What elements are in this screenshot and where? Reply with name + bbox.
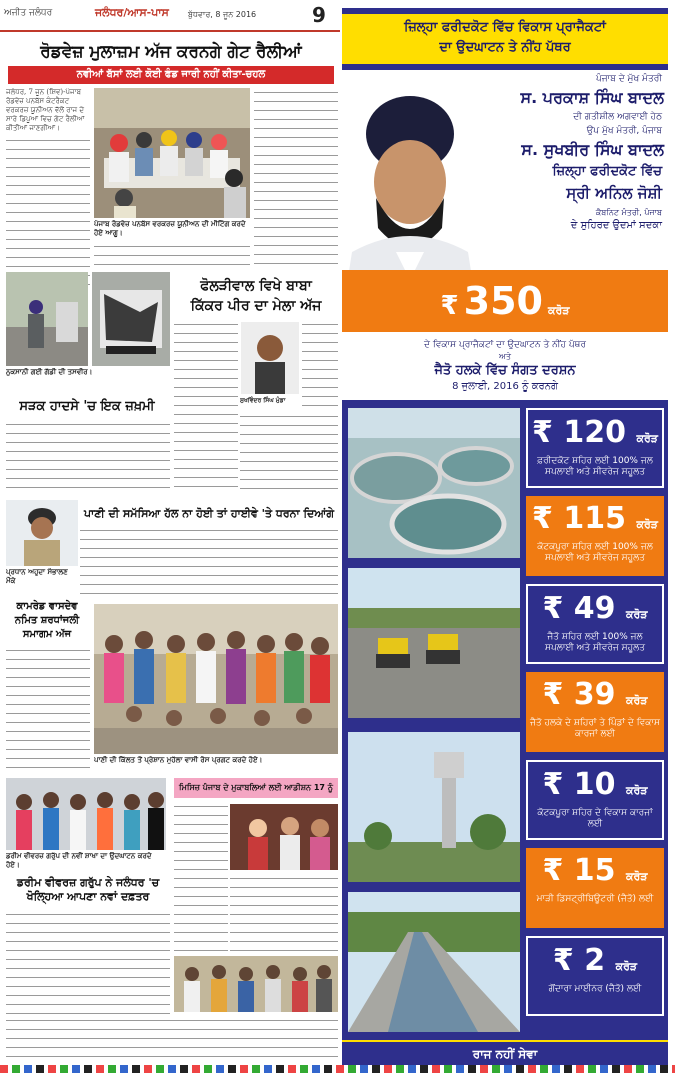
dream-weavers-photo	[6, 778, 166, 850]
bottom-strip-text	[6, 1016, 338, 1060]
project-desc-2: ਕੋਟਕਪੂਰਾ ਸ਼ਹਿਰ ਲਈ 100% ਜਲ ਸਪਲਾਈ ਅਤੇ ਸੀਵਰੇਜ ਸਹੂਲਤ	[537, 542, 653, 563]
rupee-1: ₹	[532, 415, 553, 450]
story2-body-col3	[240, 412, 338, 492]
rupee-2: ₹	[532, 501, 553, 536]
story2-body-col2	[302, 320, 338, 410]
page-header	[0, 0, 340, 32]
project-desc-6: ਮਾੜੀ ਡਿਸਟ੍ਰੀਬਿਊਟਰੀ (ਜੈਤੋ) ਲਈ	[536, 894, 654, 904]
date-line: 8 ਜੁਲਾਈ, 2016 ਨੂੰ ਕਰਨਗੇ	[452, 381, 558, 392]
accident-photo-police	[6, 272, 88, 366]
project-photo-canal	[348, 892, 520, 1032]
total-unit: ਕਰੋੜ	[548, 304, 570, 317]
project-amount-6: 15	[573, 853, 616, 888]
project-amount-box-6	[526, 848, 664, 928]
story2-headline-line1: ਫੋਲੜੀਵਾਲ ਵਿਖੇ ਬਾਬਾ	[200, 278, 312, 294]
rupee-7: ₹	[552, 943, 574, 978]
dream-weavers-headline: ਡਰੀਮ ਵੀਵਰਜ਼ ਗਰੁੱਪ ਨੇ ਜਲੰਧਰ 'ਚ ਖੋਲ੍ਹਿਆ ਆਪਣਾ ਨਵਾਂ ਦਫ਼ਤਰ	[16, 876, 160, 903]
story4-body	[80, 526, 338, 600]
project-amount-3: 49	[573, 591, 616, 626]
total-rupee-symbol: ₹	[440, 291, 459, 321]
project-desc-1: ਫ਼ਰੀਦਕੋਟ ਸ਼ਹਿਰ ਲਈ 100% ਜਲ ਸਪਲਾਈ ਅਤੇ ਸੀਵਰੇਜ ਸਹੂਲਤ	[537, 456, 653, 477]
story6-headline-text: ਮਿਸਿਜ਼ ਪੰਜਾਬ ਦੇ ਮੁਕਾਬਲਿਆਂ ਲਈ ਆਡੀਸ਼ਨ 17 ਨੂੰ	[179, 783, 333, 792]
story1-body-col1	[6, 136, 90, 286]
project-amount-box-4	[526, 672, 664, 752]
ad-footer-slogan: ਰਾਜ ਨਹੀਂ ਸੇਵਾ	[472, 1047, 538, 1061]
ad-info-panel	[342, 332, 668, 400]
project-amount-box-3	[526, 584, 664, 664]
efforts-line: ਦੇ ਸੁਹਿਰਦ ਉਦਮਾਂ ਸਦਕਾ	[570, 220, 662, 231]
rupee-3: ₹	[542, 591, 564, 626]
story2-headline-line2: ਕਿੱਕਰ ਪੀਰ ਦਾ ਮੇਲਾ ਅੱਜ	[190, 298, 322, 314]
total-line1: ਦੇ ਵਿਕਾਸ ਪ੍ਰਾਜੈਕਟਾਂ ਦਾ ਉਦਘਾਟਨ ਤੇ ਨੀਂਹ ਪੱਥਰ	[424, 340, 586, 350]
water-protest-photo	[94, 604, 338, 754]
project-amount-2: 115	[563, 501, 626, 536]
project-photo-road-roller	[348, 568, 520, 718]
rupee-4: ₹	[542, 677, 564, 712]
story1-lead-text: ਜਲੰਧਰ, 7 ਜੂਨ (ਸ਼ਿਵ)-ਪੰਜਾਬ ਰੋਡਵੇਜ਼ ਪਨਬੱਸ ਕੰਟਰੈਕਟ ਵਰਕਰਜ਼ ਯੂਨੀਅਨ ਵੱਲੋਂ ਰਾਜ ਦੇ ਸਾਰੇ ਡਿਪੂਆਂ ਵਿਚ ਗੇਟ ਰੈਲੀਆਂ ਕੀਤੀਆਂ ਜਾਣਗੀਆਂ।	[6, 88, 85, 132]
ad-top-band	[342, 14, 668, 64]
story3-headline: ਸੜਕ ਹਾਦਸੇ 'ਚ ਇਕ ਜ਼ਖ਼ਮੀ	[19, 399, 155, 414]
ad-total-band	[342, 270, 668, 332]
story1-headline: ਰੋਡਵੇਜ਼ ਮੁਲਾਜ਼ਮ ਅੱਜ ਕਰਨਗੇ ਗੇਟ ਰੈਲੀਆਂ	[40, 42, 302, 62]
crore-6: ਕਰੋੜ	[626, 870, 648, 883]
story6-headline	[174, 778, 338, 798]
story2-portrait-caption: ਸੁਖਵਿੰਦਰ ਸਿੰਘ ਮੁੰਡਾ	[240, 397, 286, 404]
story5-headline-line3: ਸਮਾਗਮ ਅੱਜ	[22, 629, 72, 640]
crore-4: ਕਰੋੜ	[626, 694, 648, 707]
story2-portrait	[241, 322, 299, 394]
project-amount-7: 2	[584, 943, 606, 978]
story4-portrait	[6, 500, 78, 566]
crore-2: ਕਰੋੜ	[636, 518, 658, 531]
project-amount-box-7	[526, 936, 664, 1016]
project-photo-water-tank	[348, 732, 520, 882]
project-amount-4: 39	[573, 677, 616, 712]
print-registration-strip	[0, 1065, 675, 1073]
water-protest-caption: ਪਾਣੀ ਦੀ ਕਿੱਲਤ ਤੋਂ ਪ੍ਰੇਸ਼ਾਨ ਮੁਹੱਲਾ ਵਾਸੀ ਰੋਸ ਪ੍ਰਗਟ ਕਰਦੇ ਹੋਏ।	[94, 756, 263, 764]
crore-5: ਕਰੋੜ	[626, 784, 648, 797]
story5-body	[6, 646, 90, 770]
project-desc-3: ਜੈਤੋ ਸ਼ਹਿਰ ਲਈ 100% ਜਲ ਸਪਲਾਈ ਅਤੇ ਸੀਵਰੇਜ ਸਹੂਲਤ	[544, 632, 646, 653]
edition-label: ਅਜੀਤ ਜਲੰਧਰ	[4, 8, 53, 18]
project-photo-water-plant	[348, 408, 520, 558]
story6-body-col1	[174, 802, 228, 952]
district-line: ਜ਼ਿਲ੍ਹਾ ਫਰੀਦਕੋਟ ਵਿੱਚ	[552, 164, 662, 179]
page-number: 9	[312, 3, 326, 27]
story2-body-col1	[174, 320, 238, 492]
minister-name: ਸ੍ਰੀ ਅਨਿਲ ਜੋਸ਼ੀ	[566, 184, 662, 202]
accident-photo-vehicle	[92, 272, 170, 366]
dream-weavers-caption: ਡਰੀਮ ਵੀਵਰਜ਼ ਗਰੁੱਪ ਦੀ ਨਵੀਂ ਸ਼ਾਖਾ ਦਾ ਉਦਘਾਟਨ ਕਰਦੇ ਹੋਏ।	[6, 852, 152, 869]
project-desc-4: ਜੈਤੋ ਹਲਕੇ ਦੇ ਸ਼ਹਿਰਾਂ ਤੇ ਪਿੰਡਾਂ ਦੇ ਵਿਕਾਸ ਕਾਰਜਾਂ ਲਈ	[530, 718, 660, 739]
story1-body-col2	[94, 242, 250, 268]
project-amount-1: 120	[563, 415, 626, 450]
story4-headline: ਪਾਣੀ ਦੀ ਸਮੱਸਿਆ ਹੱਲ ਨਾ ਹੋਈ ਤਾਂ ਹਾਈਵੇ 'ਤੇ ਧਰਨਾ ਦਿਆਂਗੇ	[84, 507, 334, 520]
story6-body-col2	[230, 874, 338, 952]
story1-subhead-text: ਨਵੀਆਂ ਬੱਸਾਂ ਲਈ ਕੋਈ ਫੰਡ ਜਾਰੀ ਨਹੀਂ ਕੀਤਾ-ਚਹਲ	[76, 69, 266, 80]
story5-headline-line1: ਕਾਮਰੇਡ ਵਾਸਦੇਵ	[16, 601, 78, 612]
cm-line: ਦੀ ਗਤੀਸ਼ੀਲ ਅਗਵਾਈ ਹੇਠ	[573, 112, 662, 122]
total-amount: 350	[463, 279, 543, 323]
rupee-5: ₹	[542, 767, 564, 802]
story1-photo	[94, 88, 250, 218]
dcm-title: ਉਪ ਮੁੱਖ ਮੰਤਰੀ, ਪੰਜਾਬ	[586, 126, 662, 136]
story1-caption: ਪੰਜਾਬ ਰੋਡਵੇਜ਼ ਪਨਬੱਸ ਵਰਕਰਜ਼ ਯੂਨੀਅਨ ਦੀ ਮੀਟਿੰਗ ਕਰਦੇ ਹੋਏ ਆਗੂ।	[94, 220, 246, 237]
crore-3: ਕਰੋੜ	[626, 608, 648, 621]
accident-caption: ਨੁਕਸਾਨੀ ਗਈ ਗੱਡੀ ਦੀ ਤਸਵੀਰ।	[6, 368, 93, 376]
story4-portrait-caption: ਪ੍ਰਧਾਨ ਅਹੁਦਾ ਸੰਭਾਲਣ ਮੌਕੇ	[6, 568, 68, 585]
page-date: ਬੁੱਧਵਾਰ, 8 ਜੂਨ 2016	[188, 10, 257, 19]
crore-1: ਕਰੋੜ	[636, 432, 658, 445]
project-desc-5: ਕੋਟਕਪੂਰਾ ਸ਼ਹਿਰ ਦੇ ਵਿਕਾਸ ਕਾਰਜਾਂ ਲਈ	[537, 808, 653, 829]
crore-7: ਕਰੋੜ	[615, 960, 638, 973]
story3-body	[6, 420, 170, 492]
minister-title: ਕੈਬਨਿਟ ਮੰਤਰੀ, ਪੰਜਾਬ	[595, 208, 662, 217]
ad-top-line1: ਜ਼ਿਲ੍ਹਾ ਫਰੀਦਕੋਟ ਵਿੱਚ ਵਿਕਾਸ ਪ੍ਰਾਜੈਕਟਾਂ	[404, 20, 606, 35]
story1-body-col3	[254, 88, 338, 268]
story6-photo	[230, 804, 338, 870]
section-title: ਜਲੰਧਰ/ਆਸ-ਪਾਸ	[95, 6, 169, 19]
cm-name: ਸ. ਪਰਕਾਸ਼ ਸਿੰਘ ਬਾਦਲ	[520, 88, 664, 107]
and-word: ਅਤੇ	[499, 352, 511, 361]
ad-top-line2: ਦਾ ਉਦਘਾਟਨ ਤੇ ਨੀਂਹ ਪੱਥਰ	[439, 40, 571, 55]
rupee-6: ₹	[542, 853, 564, 888]
project-amount-box-2	[526, 496, 664, 576]
project-amount-box-1	[526, 408, 664, 488]
sangat-line: ਜੈਤੋ ਹਲਕੇ ਵਿੱਚ ਸੰਗਤ ਦਰਸ਼ਨ	[434, 363, 576, 378]
cm-title: ਪੰਜਾਬ ਦੇ ਮੁੱਖ ਮੰਤਰੀ	[595, 74, 662, 84]
story1-subhead	[8, 66, 334, 84]
story5-headline-line2: ਨਮਿਤ ਸ਼ਰਧਾਂਜਲੀ	[14, 615, 80, 626]
dcm-name: ਸ. ਸੁਖਬੀਰ ਸਿੰਘ ਬਾਦਲ	[521, 140, 664, 159]
project-desc-7: ਗੋਂਦਾਰਾ ਮਾਈਨਰ (ਜੈਤੋ) ਲਈ	[548, 984, 642, 994]
development-ad	[342, 8, 668, 1068]
ad-footer	[342, 1040, 668, 1068]
project-amount-box-5	[526, 760, 664, 840]
project-amount-5: 10	[573, 767, 616, 802]
group-photo	[174, 956, 338, 1012]
